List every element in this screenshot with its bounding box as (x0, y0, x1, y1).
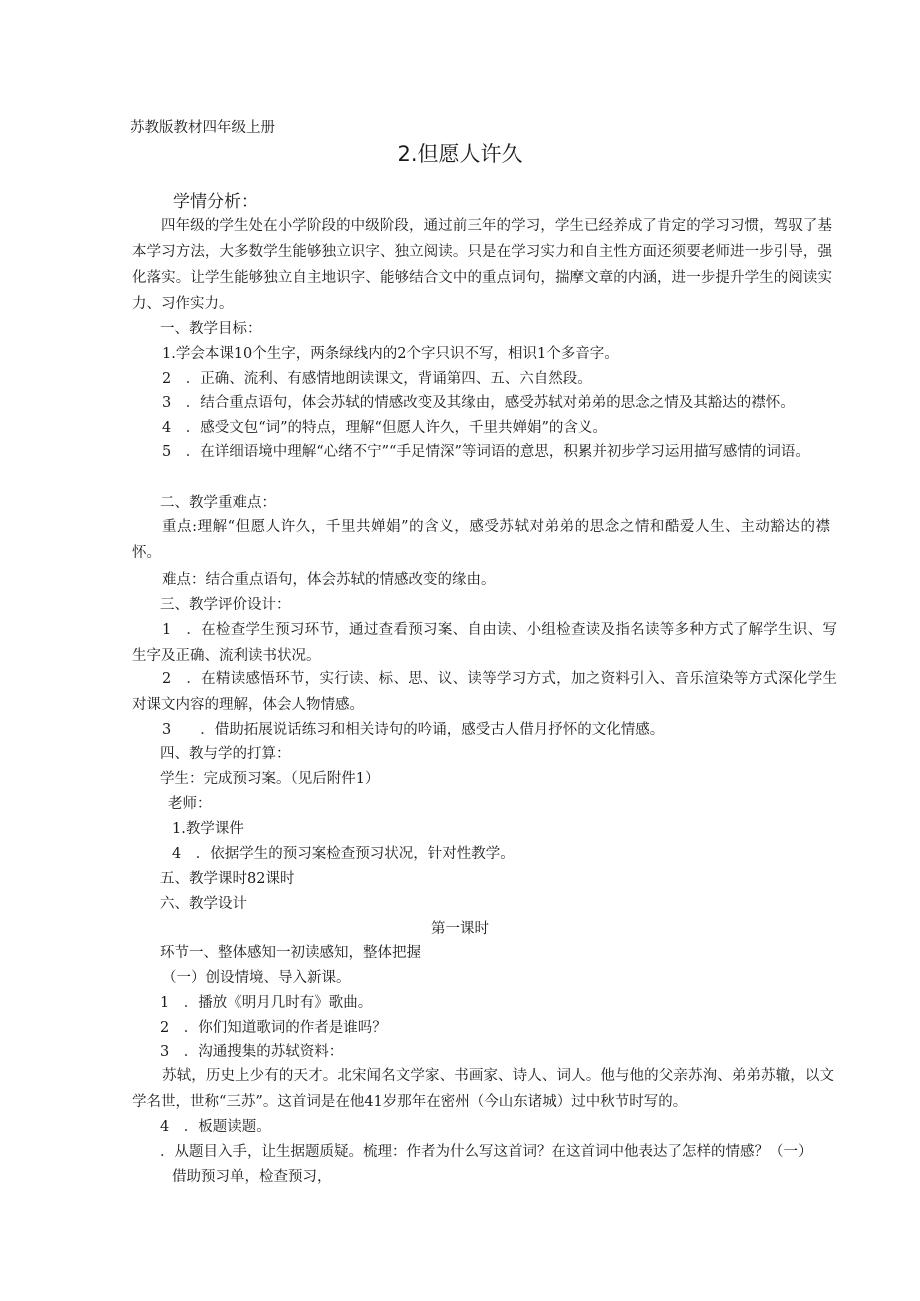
plan-heading: 四、教与学的打算： (160, 746, 291, 762)
eval-item: 3 ．借助拓展说话练习和相关诗句的吟诵，感受古人借月抒怀的文化情感。 (162, 722, 665, 738)
eval-item: 1 ．在检查学生预习环节，通过查看预习案、自由读、小组检查读及指名读等多种方式了解学生识、写生字及正确、流利读书状况。 (132, 622, 837, 664)
su-shi-paragraph: 苏轼，历史上少有的天才。北宋闻名文学家、书画家、诗人、词人。他与他的父亲苏洵、弟弟苏辙，以文学名世，世称“三苏”。这首词是在他41岁那年在密州（今山东诸城）过中秋节时写的。 (132, 1068, 834, 1110)
plan-teacher-label: 老师： (168, 796, 212, 812)
eval-heading: 三、教学评价设计： (160, 597, 291, 613)
analysis-paragraph: 四年级的学生处在小学阶段的中级阶段，通过前三年的学习，学生已经养成了肯定的学习习惯，驾驭了基本学习方法，大多数学生能够独立识字、独立阅读。只是在学习实力和自主性方面还须要老师进一步引导，强化落实。让学生能够独立自主地识字、能够结合文中的重点词句，揣摩文章的内涵，进一步提升学生的阅读实力、习作实力。 (132, 218, 832, 312)
textbook-header: 苏教版教材四年级上册 (130, 120, 275, 136)
analysis-heading: 学情分析： (173, 192, 258, 212)
item-four: 4 ．板题读题。 (160, 1119, 271, 1135)
plan-student: 学生：完成预习案。（见后附件1） (160, 771, 380, 787)
design-heading: 六、教学设计 (160, 896, 247, 912)
plan-teacher-item: 4 ．依据学生的预习案检查预习状况，针对性教学。 (172, 846, 515, 862)
difficult-point: 难点：结合重点语句，体会苏轼的情感改变的缘由。 (162, 572, 496, 588)
step-item: 1 ．播放《明月几时有》歌曲。 (160, 995, 373, 1011)
goal-item: 2 ．正确、流利、有感情地朗读课文，背诵第四、五、六自然段。 (162, 371, 592, 387)
eval-item: 2 ．在精读感悟环节，实行读、标、思、议、读等学习方式，加之资料引入、音乐渲染等方式深化学生对课文内容的理解，体会人物情感。 (132, 671, 837, 713)
lesson-title: 2.但愿人许久 (397, 142, 523, 166)
plan-teacher-item: 1.教学课件 (172, 821, 244, 837)
last-line: 借助预习单，检查预习， (172, 1169, 332, 1185)
key-point: 重点:理解“但愿人许久，千里共婵娟”的含义，感受苏轼对弟弟的思念之情和酷爱人生、主动豁达的襟怀。 (132, 519, 830, 561)
goal-item: 5 ．在详细语境中理解“心绪不宁”“手足情深”等词语的意思，积累并初步学习运用描写感情的词语。 (162, 444, 810, 460)
step-item: 2 ．你们知道歌词的作者是谁吗？ (160, 1020, 387, 1036)
step-item: 3 ．沟通搜集的苏轼资料： (160, 1044, 344, 1060)
step-one-sub: （一）创设情境、导入新课。 (162, 970, 351, 986)
goals-heading: 一、教学目标： (160, 321, 262, 337)
goal-item: 4 ．感受文包“词”的特点，理解“但愿人许久，千里共婵娟”的含义。 (162, 420, 607, 436)
question-line: ．从题目入手，让生据题质疑。梳理：作者为什么写这首词？在这首词中他表达了怎样的情感？（一） (160, 1144, 813, 1160)
lesson-period-title: 第一课时 (431, 921, 489, 937)
goal-item: 1.学会本课10个生字，两条绿线内的2个字只识不写，相识1个多音字。 (162, 346, 619, 362)
goal-item: 3 ．结合重点语句，体会苏轼的情感改变及其缘由，感受苏轼对弟弟的思念之情及其豁达的襟怀。 (162, 395, 795, 411)
hours-line: 五、教学课时82课时 (160, 871, 295, 887)
step-one: 环节一、整体感知一初读感知，整体把握 (160, 945, 421, 961)
key-heading: 二、教学重难点： (160, 495, 276, 511)
